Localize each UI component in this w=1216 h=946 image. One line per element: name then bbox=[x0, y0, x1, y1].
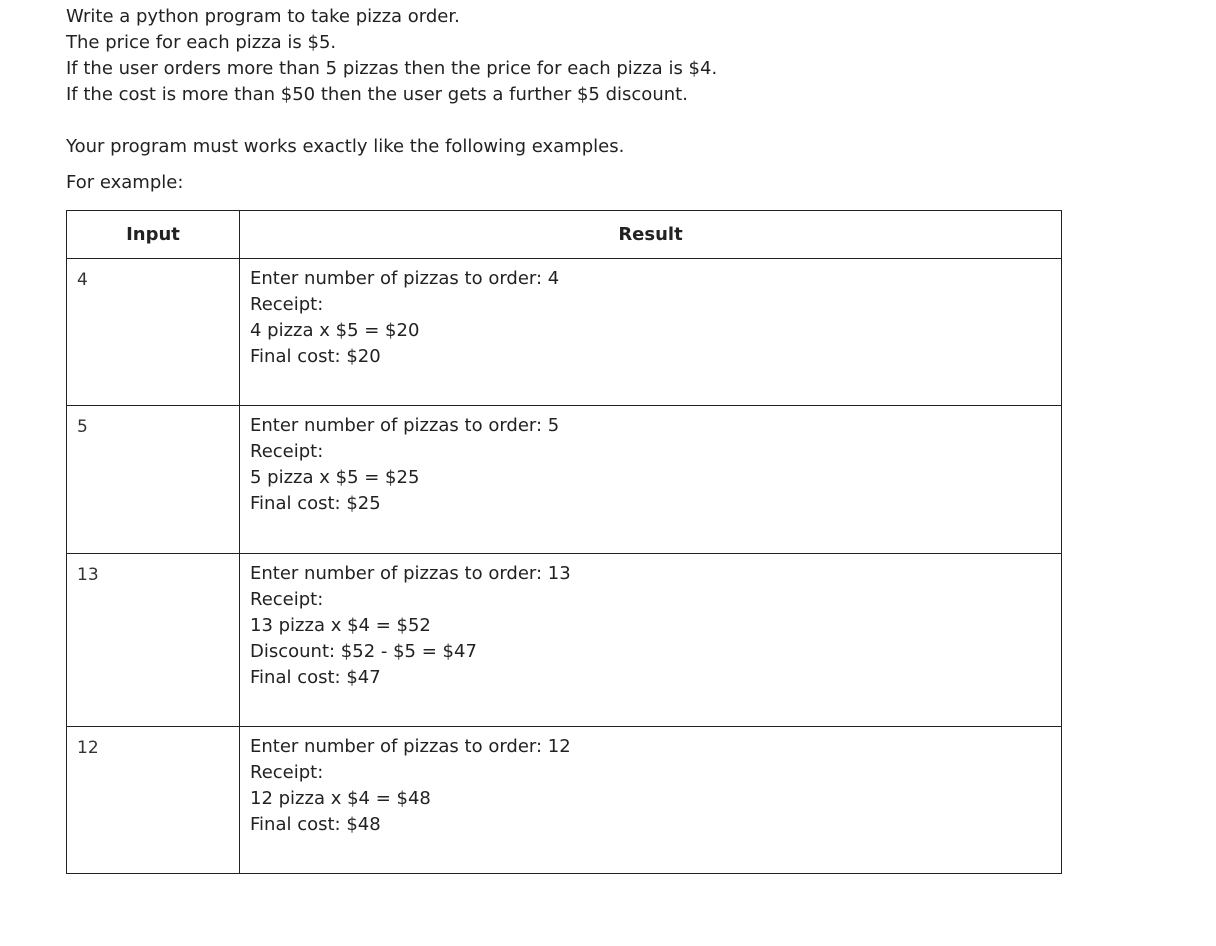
table-row bbox=[67, 554, 1062, 727]
result-line: 5 pizza x $5 = $25 bbox=[250, 467, 420, 488]
task-line: If the cost is more than $50 then the user gets a further $5 discount. bbox=[66, 84, 688, 105]
input-cell: 4 bbox=[67, 259, 240, 406]
result-line: Enter number of pizzas to order: 4 bbox=[250, 268, 560, 289]
task-description bbox=[66, 4, 717, 108]
result-cell bbox=[240, 727, 1062, 874]
result-line: Receipt: bbox=[250, 441, 324, 462]
input-cell: 13 bbox=[67, 554, 240, 727]
result-line: Discount: $52 - $5 = $47 bbox=[250, 641, 477, 662]
result-line: Final cost: $47 bbox=[250, 667, 381, 688]
result-line: Receipt: bbox=[250, 294, 324, 315]
table-row bbox=[67, 406, 1062, 554]
example-label: For example: bbox=[66, 172, 184, 193]
table-row bbox=[67, 259, 1062, 406]
result-column-header: Result bbox=[240, 211, 1062, 259]
instruction-text: Your program must works exactly like the following examples. bbox=[66, 136, 625, 157]
result-line: Enter number of pizzas to order: 13 bbox=[250, 563, 571, 584]
result-line: Enter number of pizzas to order: 5 bbox=[250, 415, 560, 436]
task-line: The price for each pizza is $5. bbox=[66, 32, 337, 53]
examples-table bbox=[66, 210, 1062, 874]
result-line: Final cost: $20 bbox=[250, 346, 381, 367]
input-cell: 5 bbox=[67, 406, 240, 554]
result-line: Receipt: bbox=[250, 762, 324, 783]
table-row bbox=[67, 727, 1062, 874]
task-line: If the user orders more than 5 pizzas then the price for each pizza is $4. bbox=[66, 58, 718, 79]
result-line: Receipt: bbox=[250, 589, 324, 610]
table-header-row bbox=[67, 211, 1062, 259]
input-column-header: Input bbox=[67, 211, 240, 259]
result-cell bbox=[240, 554, 1062, 727]
result-line: 4 pizza x $5 = $20 bbox=[250, 320, 420, 341]
input-cell: 12 bbox=[67, 727, 240, 874]
result-line: 12 pizza x $4 = $48 bbox=[250, 788, 431, 809]
result-cell bbox=[240, 259, 1062, 406]
result-line: Enter number of pizzas to order: 12 bbox=[250, 736, 571, 757]
task-line: Write a python program to take pizza order. bbox=[66, 6, 460, 27]
result-line: 13 pizza x $4 = $52 bbox=[250, 615, 431, 636]
result-cell bbox=[240, 406, 1062, 554]
result-line: Final cost: $48 bbox=[250, 814, 381, 835]
result-line: Final cost: $25 bbox=[250, 493, 381, 514]
